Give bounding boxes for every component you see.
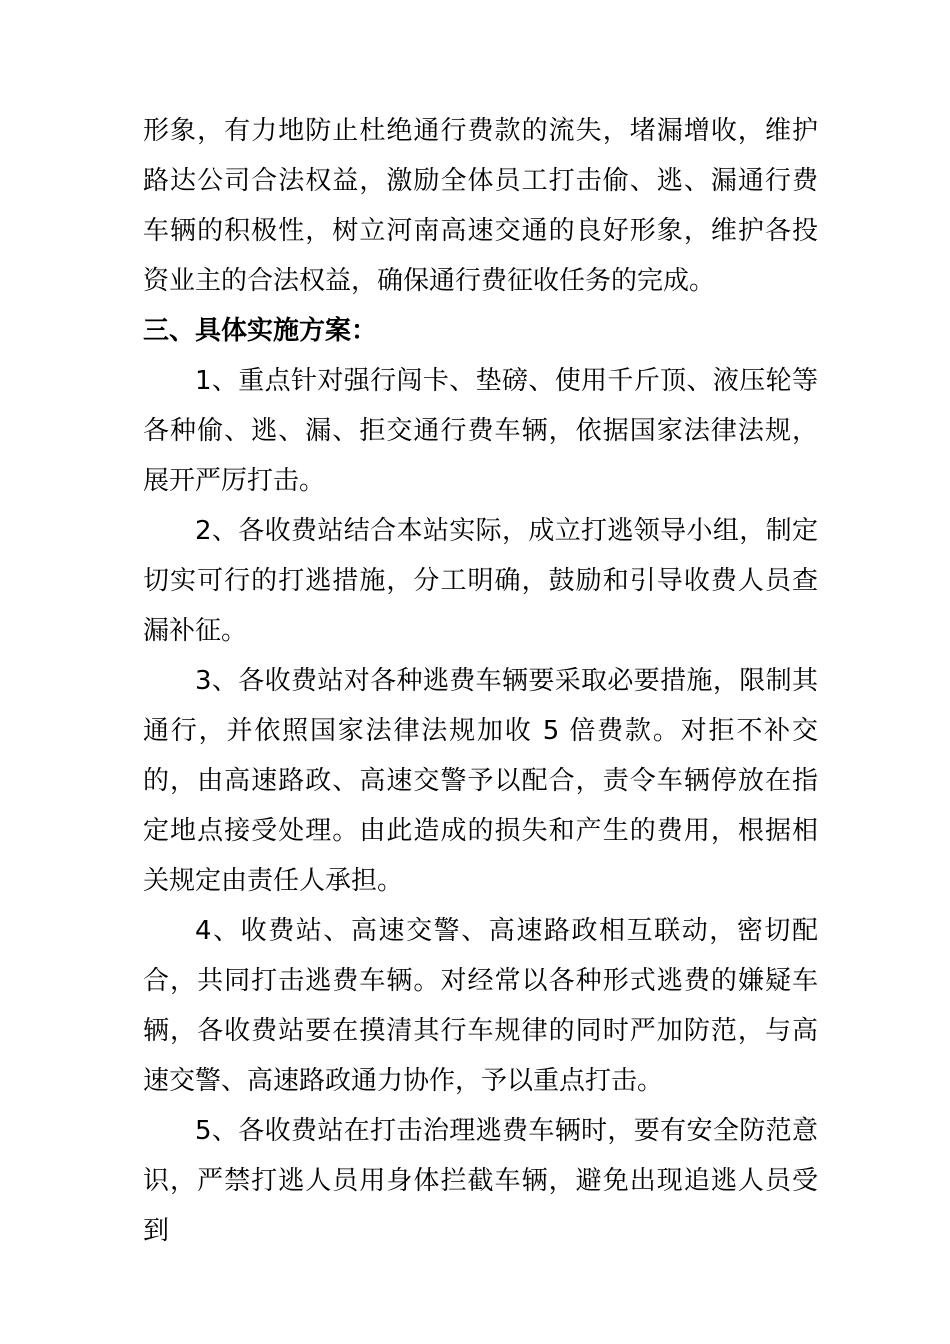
paragraph-intro-continuation: 形象，有力地防止杜绝通行费款的流失，堵漏增收，维护路达公司合法权益，激励全体员工打击偷、逃、漏通行费车辆的积极性，树立河南高速交通的良好形象，维护各投资业主的合法权益，确保通行费征收任务的完成。 bbox=[143, 116, 818, 296]
paragraph-item-4: 4、收费站、高速交警、高速路政相互联动，密切配合，共同打击逃费车辆。对经常以各种形式逃费的嫌疑车辆，各收费站要在摸清其行车规律的同时严加防范，与高速交警、高速路政通力协作，予以重点打击。 bbox=[143, 916, 818, 1096]
paragraph-item-3: 3、各收费站对各种逃费车辆要采取必要措施，限制其通行，并依照国家法律法规加收 5 倍费款。对拒不补交的，由高速路政、高速交警予以配合，责令车辆停放在指定地点接受处理。由此造成的损失和产生的费用，根据相关规定由责任人承担。 bbox=[143, 666, 818, 896]
paragraph-item-2: 2、各收费站结合本站实际，成立打逃领导小组，制定切实可行的打逃措施，分工明确，鼓励和引导收费人员查漏补征。 bbox=[143, 516, 818, 646]
paragraph-item-5: 5、各收费站在打击治理逃费车辆时，要有安全防范意识，严禁打逃人员用身体拦截车辆，避免出现追逃人员受到 bbox=[143, 1116, 818, 1246]
paragraph-item-1: 1、重点针对强行闯卡、垫磅、使用千斤顶、液压轮等各种偷、逃、漏、拒交通行费车辆，依据国家法律法规，展开严厉打击。 bbox=[143, 366, 818, 496]
document-body bbox=[143, 106, 818, 1256]
section-heading-implementation-plan: 三、具体实施方案： bbox=[143, 316, 378, 346]
